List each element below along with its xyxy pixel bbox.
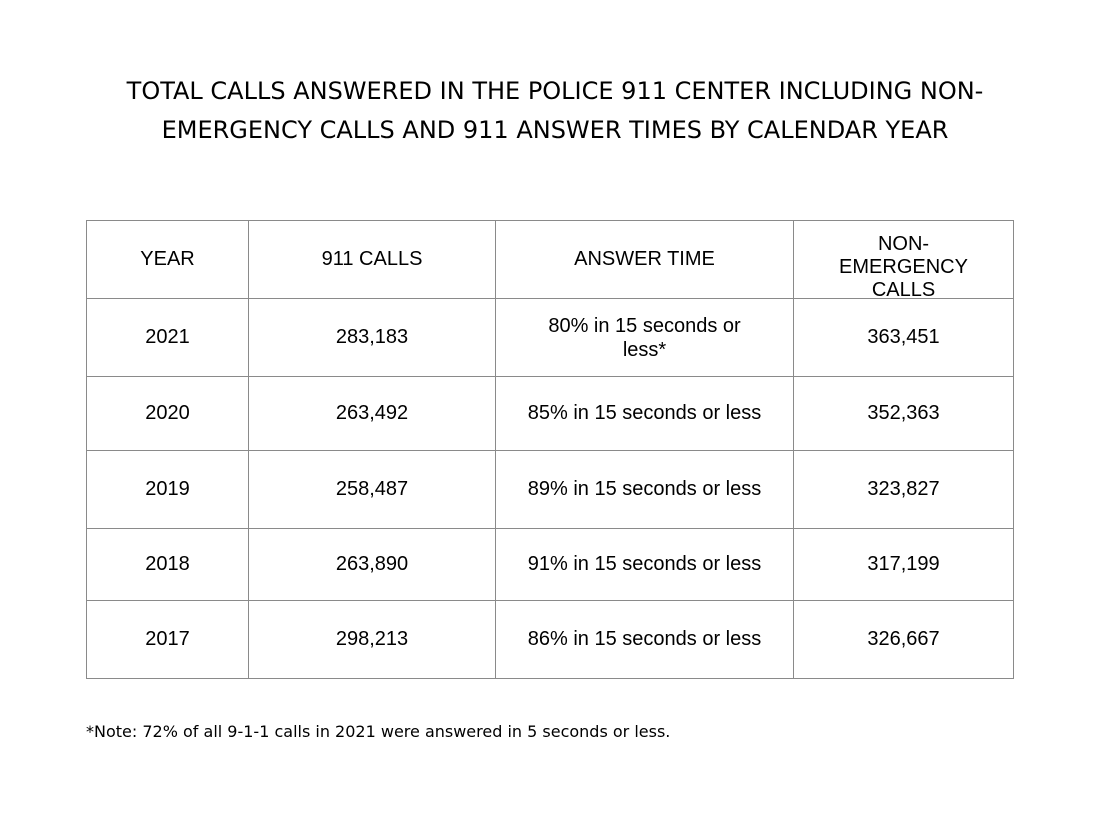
cell-answer-time: 85% in 15 seconds or less — [496, 377, 794, 451]
cell-911-calls: 283,183 — [249, 299, 496, 377]
cell-answer-time — [496, 299, 794, 377]
footnote: *Note: 72% of all 9-1-1 calls in 2021 were answered in 5 seconds or less. — [86, 722, 671, 741]
header-non-emergency-clip — [800, 233, 1007, 297]
header-non-emergency-line3: CALLS — [871, 278, 936, 297]
header-non-emergency-calls — [794, 221, 1014, 299]
document-title — [60, 72, 1050, 150]
cell-year: 2019 — [87, 451, 249, 529]
cell-non-emergency: 363,451 — [794, 299, 1014, 377]
table-row — [87, 529, 1014, 601]
header-911-calls: 911 CALLS — [249, 221, 496, 299]
table-header-row — [87, 221, 1014, 299]
cell-year: 2021 — [87, 299, 249, 377]
table-row — [87, 601, 1014, 679]
cell-911-calls: 263,492 — [249, 377, 496, 451]
table-row — [87, 451, 1014, 529]
cell-year: 2017 — [87, 601, 249, 679]
cell-answer-time: 91% in 15 seconds or less — [496, 529, 794, 601]
cell-year: 2018 — [87, 529, 249, 601]
cell-911-calls: 258,487 — [249, 451, 496, 529]
cell-year: 2020 — [87, 377, 249, 451]
cell-non-emergency: 326,667 — [794, 601, 1014, 679]
calls-table — [86, 220, 1014, 679]
title-line-2: EMERGENCY CALLS AND 911 ANSWER TIMES BY CALENDAR YEAR — [161, 116, 949, 144]
header-non-emergency-line1: NON- — [877, 232, 930, 255]
header-year: YEAR — [87, 221, 249, 299]
cell-answer-time: 86% in 15 seconds or less — [496, 601, 794, 679]
header-non-emergency-line2: EMERGENCY — [839, 255, 968, 278]
answer-time-line1: 80% in 15 seconds or — [548, 314, 741, 337]
cell-non-emergency: 352,363 — [794, 377, 1014, 451]
cell-answer-time: 89% in 15 seconds or less — [496, 451, 794, 529]
answer-time-line2: less* — [622, 338, 667, 361]
table-row — [87, 299, 1014, 377]
cell-911-calls: 298,213 — [249, 601, 496, 679]
cell-non-emergency: 317,199 — [794, 529, 1014, 601]
table-row — [87, 377, 1014, 451]
header-answer-time: ANSWER TIME — [496, 221, 794, 299]
cell-non-emergency: 323,827 — [794, 451, 1014, 529]
cell-911-calls: 263,890 — [249, 529, 496, 601]
title-line-1: TOTAL CALLS ANSWERED IN THE POLICE 911 CENTER INCLUDING NON- — [126, 77, 984, 105]
